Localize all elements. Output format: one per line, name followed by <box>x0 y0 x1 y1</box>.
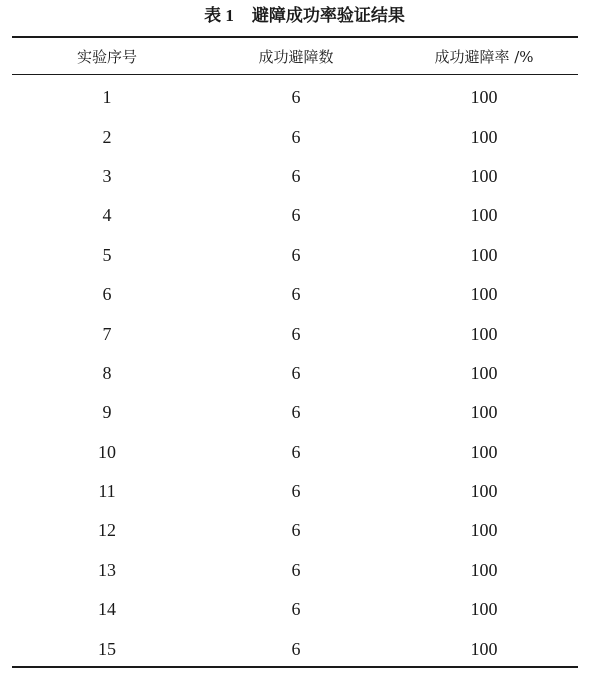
success-count: 6 <box>291 284 301 305</box>
trial-number: 14 <box>98 599 116 620</box>
table-row <box>12 551 578 590</box>
success-rate: 100 <box>470 87 498 108</box>
trial-number: 13 <box>98 559 116 580</box>
success-count: 6 <box>291 599 301 620</box>
trial-number: 4 <box>102 205 112 226</box>
success-rate: 100 <box>470 481 498 502</box>
table-row <box>12 157 578 196</box>
table-label: 表 1 <box>204 6 234 25</box>
success-count: 6 <box>291 559 301 580</box>
table-row <box>12 433 578 472</box>
success-count: 6 <box>291 244 301 265</box>
trial-number: 15 <box>98 638 116 659</box>
success-rate: 100 <box>470 205 498 226</box>
table-row <box>12 511 578 550</box>
trial-number: 3 <box>102 165 112 186</box>
trial-number: 6 <box>102 284 112 305</box>
success-count: 6 <box>291 126 301 147</box>
table-row <box>12 590 578 629</box>
trial-number: 7 <box>102 323 112 344</box>
trial-number: 9 <box>102 402 112 423</box>
column-header-trial-number: 实验序号 <box>76 47 137 66</box>
success-count: 6 <box>291 87 301 108</box>
success-count: 6 <box>291 520 301 541</box>
trial-number: 2 <box>102 126 112 147</box>
success-count: 6 <box>291 205 301 226</box>
table-row <box>12 236 578 275</box>
table-row <box>12 196 578 235</box>
table-body <box>12 78 578 669</box>
success-count: 6 <box>291 402 301 423</box>
table-row <box>12 117 578 156</box>
trial-number: 10 <box>98 441 116 462</box>
success-rate: 100 <box>470 244 498 265</box>
success-rate: 100 <box>470 441 498 462</box>
table-row <box>12 78 578 117</box>
success-rate: 100 <box>470 323 498 344</box>
table-row <box>12 629 578 668</box>
success-rate: 100 <box>470 402 498 423</box>
success-rate: 100 <box>470 284 498 305</box>
bottom-rule <box>12 666 578 668</box>
success-count: 6 <box>291 323 301 344</box>
table-title: 避障成功率验证结果 <box>251 6 405 26</box>
table-row <box>12 354 578 393</box>
table-row <box>12 275 578 314</box>
table-row <box>12 472 578 511</box>
table-header <box>12 40 578 72</box>
trial-number: 12 <box>98 520 116 541</box>
trial-number: 11 <box>98 481 116 502</box>
table-caption <box>0 4 609 28</box>
success-rate: 100 <box>470 126 498 147</box>
success-rate: 100 <box>470 165 498 186</box>
trial-number: 5 <box>102 244 112 265</box>
success-count: 6 <box>291 638 301 659</box>
success-count: 6 <box>291 362 301 383</box>
table-row <box>12 314 578 353</box>
success-count: 6 <box>291 441 301 462</box>
success-rate: 100 <box>470 599 498 620</box>
column-header-success-count: 成功避障数 <box>258 47 334 66</box>
column-header-success-rate: 成功避障率 /% <box>434 47 534 66</box>
top-rule <box>12 36 578 38</box>
header-rule <box>12 74 578 75</box>
trial-number: 1 <box>102 87 112 108</box>
success-count: 6 <box>291 165 301 186</box>
success-rate: 100 <box>470 362 498 383</box>
success-rate: 100 <box>470 559 498 580</box>
trial-number: 8 <box>102 362 112 383</box>
success-rate: 100 <box>470 638 498 659</box>
table-row <box>12 393 578 432</box>
success-count: 6 <box>291 481 301 502</box>
success-rate: 100 <box>470 520 498 541</box>
